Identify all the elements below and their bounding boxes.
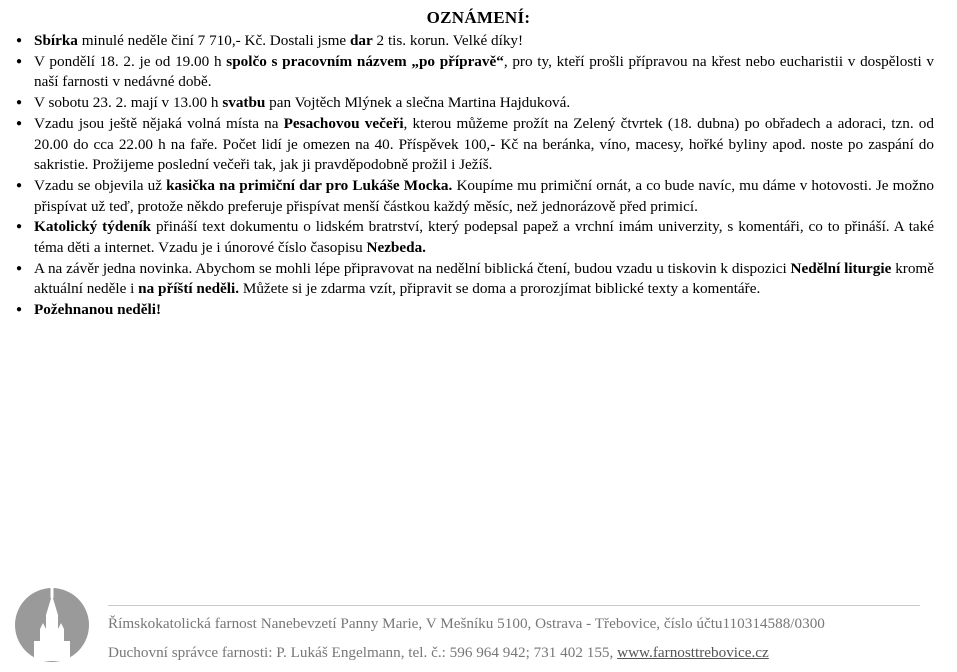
page-title: OZNÁMENÍ: xyxy=(426,8,531,27)
church-logo-icon xyxy=(14,585,90,663)
list-item xyxy=(16,259,934,300)
item-text: , pro ty, kteří prošli přípravou na křest nebo eucharistii v dospělosti v naší farnosti v nedávné době. xyxy=(34,52,934,91)
list-item xyxy=(16,217,934,258)
item-text: minulé neděle činí 7 710,- Kč. Dostali jsme xyxy=(77,32,350,49)
list-item xyxy=(16,114,934,176)
item-text: pan Vojtěch Mlýnek a slečna Martina Hajduková. xyxy=(265,94,571,112)
item-bold-text: Pesachovou večeři xyxy=(283,114,404,132)
item-bold-text: Sbírka xyxy=(34,32,78,49)
item-text: A na závěr jedna novinka. Abychom se mohli lépe připravovat na nedělní biblická čtení, budou vzadu u tiskovin k dispozici xyxy=(34,259,791,277)
footer-contact xyxy=(108,644,908,662)
item-text: kromě aktuální neděle i xyxy=(34,259,934,298)
item-bold-text: Katolický týdeník xyxy=(34,218,152,236)
list-item xyxy=(16,300,934,321)
item-bold-text: svatbu xyxy=(222,94,266,112)
item-text: Koupíme mu primiční ornát, a co bude navíc, mu dáme v hotovosti. Je možno přispívat už teď, protože někdo preferuje přispívat menší částkou každý měsíc, než jednorázově před primicí. xyxy=(34,176,935,215)
item-text: , kterou můžeme prožít na Zelený čtvrtek (18. dubna) po obřadech a adoraci, tzn. od 20.00 do cca 22.00 h na faře. Počet lidí je omezen na 40. Příspěvek 100,- Kč na beránka, víno, macesy, hořké byliny apod. noste po zaspání do sakristie. Prožijeme poslední večeři tak, jak ji pravděpodobně prožil i Ježíš. xyxy=(34,114,934,174)
item-bold-text: Požehnanou neděli! xyxy=(34,301,161,319)
item-text: 2 tis. korun. Velké díky! xyxy=(372,32,524,49)
list-item xyxy=(16,93,934,114)
announcement-list xyxy=(16,31,934,321)
item-bold-text: spolčo s pracovním názvem „po přípravě“ xyxy=(226,52,504,70)
footer-parish-info: Římskokatolická farnost Nanebevzetí Panny Marie, V Mešníku 5100, Ostrava - Třebovice, číslo účtu110314588/0300 xyxy=(108,615,825,632)
item-bold-text: Nezbeda. xyxy=(366,239,426,257)
item-text: V pondělí 18. 2. je od 19.00 h xyxy=(34,52,227,70)
item-bold-text: kasička na primiční dar pro Lukáše Mocka. xyxy=(166,176,453,194)
list-item xyxy=(16,31,934,52)
footer-divider xyxy=(108,605,920,606)
item-bold-text: na příští neděli. xyxy=(138,280,240,298)
footer-contact-text: Duchovní správce farnosti: P. Lukáš Engelmann, tel. č.: 596 964 942; 731 402 155, xyxy=(108,644,618,661)
item-text: Vzadu se objevila už xyxy=(34,176,167,194)
item-text: Vzadu jsou ještě nějaká volná místa na xyxy=(34,114,284,132)
item-text: Můžete si je zdarma vzít, připravit se doma a prorozjímat biblické texty a komentáře. xyxy=(239,280,761,298)
list-item xyxy=(16,52,934,93)
list-item xyxy=(16,176,934,217)
item-bold-text: dar xyxy=(349,32,373,49)
item-text: přináší text dokumentu o lidském bratrství, který podepsal papež a vrchní imám univerzity, s komentáři, co to přináší. A také téma děti a internet. Vzadu je i únorové číslo časopisu xyxy=(34,218,934,257)
website-link[interactable]: www.farnosttrebovice.cz xyxy=(617,644,769,661)
item-bold-text: Nedělní liturgie xyxy=(790,259,892,277)
item-text: V sobotu 23. 2. mají v 13.00 h xyxy=(34,94,223,112)
